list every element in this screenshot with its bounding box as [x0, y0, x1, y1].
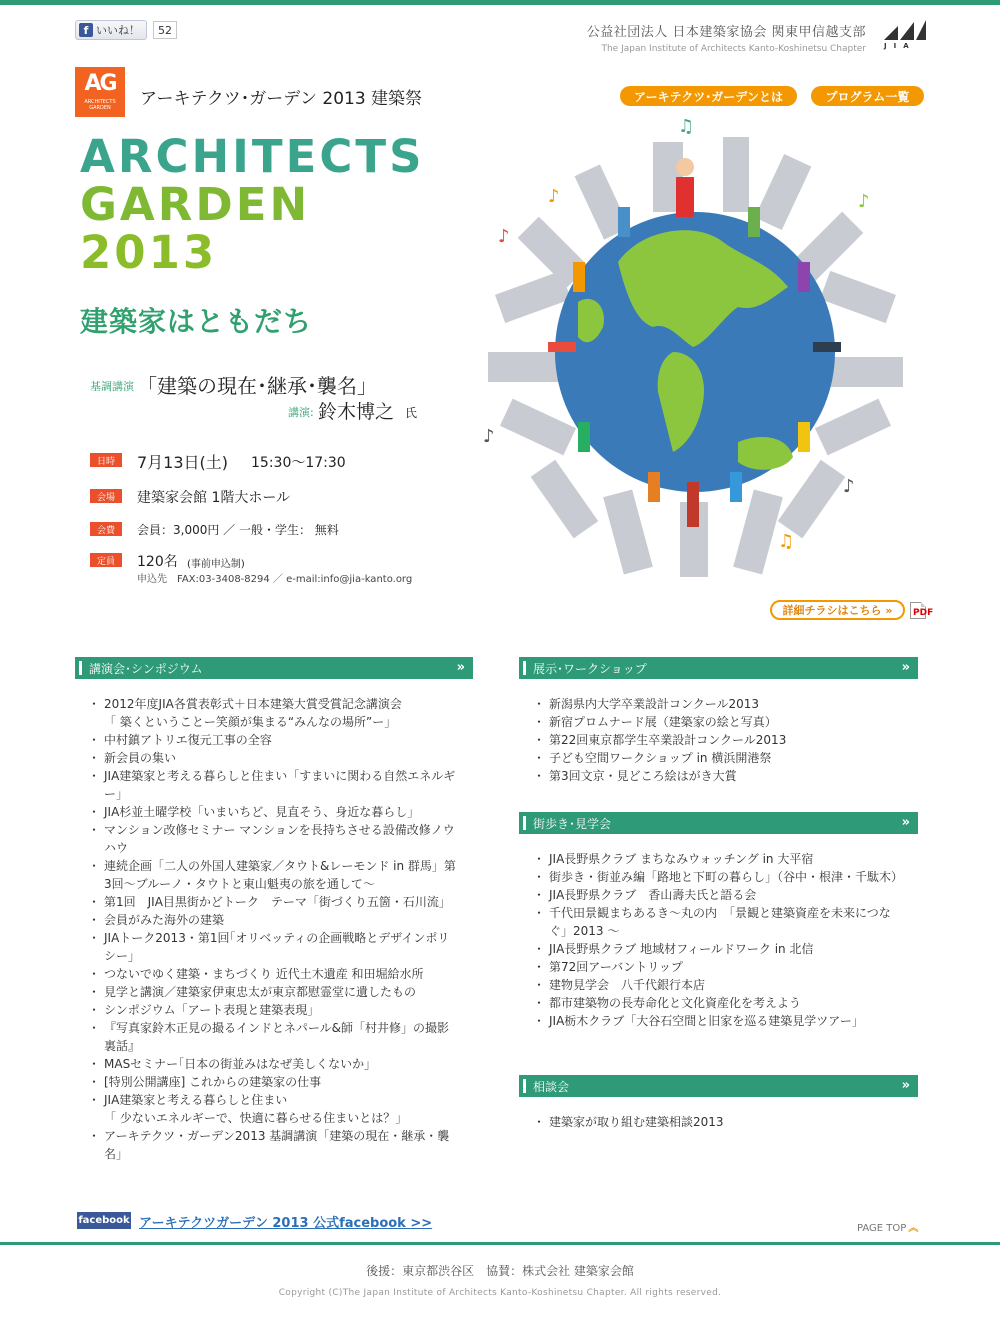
chevron-right-icon: »: [456, 660, 465, 675]
music-note-icon: ♪: [858, 191, 870, 212]
list-item[interactable]: ・ JIA長野県クラブ まちなみウォッチング in 大平宿: [535, 850, 905, 868]
section-title: 展示･ワークショップ: [533, 661, 647, 676]
date-label: 日時: [90, 453, 122, 467]
person: [618, 207, 630, 237]
building: [755, 154, 812, 230]
lectures-list: [90, 695, 460, 1163]
person: [548, 342, 576, 352]
person: [748, 207, 760, 237]
hero-line-2: GARDEN: [80, 178, 311, 231]
hero-line-3: 2013: [80, 226, 218, 279]
building: [733, 489, 783, 574]
hero-line-1: ARCHITECTS: [80, 130, 425, 183]
list-item[interactable]: ・ 『写真家鈴木正見の撮るインドとネパール&師「村井修」の撮影裏話』: [90, 1019, 460, 1055]
list-item[interactable]: ・ JIA長野県クラブ 香山壽夫氏と語る会: [535, 886, 905, 904]
building: [820, 271, 896, 323]
list-item[interactable]: ・ 見学と講演／建築家伊東忠太が東京都慰霊堂に遺したもの: [90, 983, 460, 1001]
list-item[interactable]: ・ マンション改修セミナー マンションを長持ちさせる設備改修ノウハウ: [90, 821, 460, 857]
list-item[interactable]: ・ つないでゆく建築・まちづくり 近代土木遺産 和田堀給水所: [90, 965, 460, 983]
facebook-like-count: 52: [153, 21, 177, 39]
person: [687, 482, 699, 527]
building: [531, 460, 599, 539]
application-info: 申込先 FAX:03-3408-8294 ／ e-mail:info@jia-kanto.org: [137, 574, 413, 585]
ag-logo-text: AG: [84, 71, 116, 96]
keynote-title: 「建築の現在･継承･襲名」: [137, 374, 377, 398]
org-name-block: [587, 21, 866, 54]
list-item[interactable]: ・ JIA杉並土曜学校「いまいちど、見直そう、身近な暮らし」: [90, 803, 460, 821]
jia-logo[interactable]: [884, 20, 926, 50]
capacity-label: 定員: [90, 553, 122, 567]
program-list-button[interactable]: プログラム一覧: [811, 86, 924, 106]
event-venue: 建築家会館 1階大ホール: [137, 490, 291, 506]
about-button[interactable]: アーキテクツ･ガーデンとは: [620, 86, 797, 106]
jia-logo-text: JIA: [884, 42, 916, 50]
section-title: 街歩き･見学会: [533, 816, 612, 831]
footer-sponsor: 後援：東京都渋谷区 協賛：株式会社 建築家会館: [366, 1264, 634, 1278]
jia-logo-mark: [884, 20, 926, 40]
list-item[interactable]: ・ 建物見学会 八千代銀行本店: [535, 976, 905, 994]
list-item[interactable]: ・ 子ども空間ワークショップ in 横浜開港祭: [535, 749, 905, 767]
event-fee: 会員：3,000円 ／ 一般・学生： 無料: [137, 523, 339, 537]
music-note-icon: ♪: [483, 426, 495, 447]
fee-label: 会費: [90, 522, 122, 536]
facebook-like-button[interactable]: [75, 20, 147, 40]
list-item[interactable]: ・ 建築家が取り組む建築相談2013: [535, 1113, 905, 1131]
person: [798, 262, 810, 292]
person-head: [676, 158, 694, 176]
person: [648, 472, 660, 502]
facebook-page-link[interactable]: アーキテクツガーデン 2013 公式facebook >>: [139, 1216, 433, 1231]
consult-list: [535, 1113, 905, 1131]
lecturer-suffix: 氏: [405, 406, 418, 420]
music-note-icon: ♫: [678, 116, 695, 137]
building: [603, 489, 653, 574]
top-accent-bar: [0, 0, 1000, 5]
chevron-right-icon: »: [901, 1078, 910, 1093]
person: [813, 342, 841, 352]
list-item[interactable]: ・ [特別公開講座] これからの建築家の仕事: [90, 1073, 460, 1091]
section-header-walks[interactable]: [519, 812, 918, 834]
facebook-like-label: いいね！: [96, 24, 140, 37]
chevron-right-icon: »: [901, 815, 910, 830]
building: [815, 399, 891, 456]
list-item[interactable]: ・ 第3回文京・見どころ絵はがき大賞: [535, 767, 905, 785]
list-item[interactable]: ・ 新宿プロムナード展（建築家の絵と写真）: [535, 713, 905, 731]
building: [488, 352, 563, 382]
list-item[interactable]: ・ 第1回 JIA目黒街かどトーク テーマ「街づくり五箇・石川流」: [90, 893, 460, 911]
list-item[interactable]: ・ 中村鎮アトリエ復元工事の全容: [90, 731, 460, 749]
chevron-up-icon: ︽: [908, 1223, 919, 1234]
music-note-icon: ♪: [843, 476, 855, 497]
list-item[interactable]: ・ 街歩き・街並み編「路地と下町の暮らし」（谷中・根津・千駄木）: [535, 868, 905, 886]
list-item[interactable]: ・ シンポジウム「アート表現と建築表現」: [90, 1001, 460, 1019]
lecturer-name: 鈴木博之: [318, 401, 395, 423]
music-note-icon: ♪: [498, 226, 510, 247]
page-top-label: PAGE TOP: [857, 1223, 907, 1234]
building: [495, 271, 571, 323]
list-item[interactable]: ・ JIA長野県クラブ 地域材フィールドワーク in 北信: [535, 940, 905, 958]
hero-title: [80, 130, 425, 279]
facebook-like-widget[interactable]: [75, 20, 177, 40]
exhibitions-list: [535, 695, 905, 785]
list-item[interactable]: ・ 会員がみた海外の建築: [90, 911, 460, 929]
ag-logo: [75, 67, 125, 117]
walks-list: [535, 850, 905, 1030]
building: [778, 460, 846, 539]
list-item[interactable]: ・ MASセミナー｢日本の街並みはなぜ美しくないか｣: [90, 1055, 460, 1073]
footer-copyright: Copyright (C)The Japan Institute of Architects Kanto-Koshinetsu Chapter. All rights reserved.: [278, 1288, 722, 1298]
list-item[interactable]: ・ 千代田景観まちあるき〜丸の内 「景観と建築資産を未来につなぐ」2013 〜: [535, 904, 905, 940]
section-title: 相談会: [533, 1079, 570, 1094]
capacity-note: (事前申込制): [187, 559, 245, 570]
building: [828, 357, 903, 387]
lecturer-label: 講演:: [288, 406, 314, 419]
facebook-badge[interactable]: facebook: [77, 1212, 131, 1229]
person: [578, 422, 590, 452]
list-item[interactable]: ・ JIA栃木クラブ「大谷石空間と旧家を巡る建築見学ツアー」: [535, 1012, 905, 1030]
section-header-lectures[interactable]: [75, 657, 473, 679]
org-name-jp: 公益社団法人 日本建築家協会 関東甲信越支部: [586, 25, 866, 40]
org-name-en: The Japan Institute of Architects Kanto-Koshinetsu Chapter: [601, 44, 866, 54]
list-item[interactable]: ・ 連続企画「二人の外国人建築家／タウト&レーモンド in 群馬」第3回〜ブルーノ・タウトと東山魁夷の旅を通して〜: [90, 857, 460, 893]
music-note-icon: ♪: [548, 186, 560, 207]
list-item[interactable]: ・ 新会員の集い: [90, 749, 460, 767]
list-item[interactable]: ・ アーキテクツ・ガーデン2013 基調講演「建築の現在・継承・襲名」: [90, 1127, 460, 1163]
person: [730, 472, 742, 502]
list-item[interactable]: ・ 新潟県内大学卒業設計コンクール2013: [535, 695, 905, 713]
list-item[interactable]: ・ 2012年度JIA各賞表彰式＋日本建築大賞受賞記念講演会 「 築くということー笑顔が集まる“みんなの場所”ー」: [90, 695, 460, 731]
list-item[interactable]: ・ 都市建築物の長寿命化と文化資産化を考えよう: [535, 994, 905, 1012]
event-date: 7月13日(土): [137, 453, 229, 472]
list-item[interactable]: ・ JIA建築家と考える暮らしと住まい「すまいに関わる自然エネルギー」: [90, 767, 460, 803]
flyer-button[interactable]: 詳細チラシはこちら »: [770, 600, 905, 620]
footer-divider: [0, 1242, 1000, 1245]
chevron-right-icon: »: [901, 660, 910, 675]
list-item[interactable]: ・ 第72回アーバントリップ: [535, 958, 905, 976]
section-header-consult[interactable]: [519, 1075, 918, 1097]
building: [500, 399, 576, 456]
globe-illustration: [468, 112, 918, 582]
section-title: 講演会･シンポジウム: [89, 661, 203, 676]
list-item[interactable]: ・ JIAトーク2013・第1回｢オリベッティの企画戦略とデザインポリシー｣: [90, 929, 460, 965]
venue-label: 会場: [90, 489, 122, 503]
ag-logo-sub: ARCHITECTS GARDEN: [84, 99, 116, 111]
list-item[interactable]: ・ 第22回東京都学生卒業設計コンクール2013: [535, 731, 905, 749]
building: [723, 137, 749, 212]
page-top-link[interactable]: [857, 1219, 918, 1234]
person: [573, 262, 585, 292]
person: [798, 422, 810, 452]
event-title: アーキテクツ･ガーデン 2013 建築祭: [140, 89, 423, 109]
event-capacity: 120名: [137, 554, 178, 570]
facebook-icon: f: [79, 23, 93, 37]
hero-tagline: 建築家はともだち: [80, 305, 313, 338]
keynote-label: 基調講演: [90, 380, 134, 393]
pdf-icon[interactable]: PDF: [910, 602, 926, 619]
list-item[interactable]: ・ JIA建築家と考える暮らしと住まい 「 少ないエネルギーで、快適に暮らせる住まいとは？」: [90, 1091, 460, 1127]
person: [676, 177, 694, 217]
section-header-exhibitions[interactable]: [519, 657, 918, 679]
music-note-icon: ♫: [778, 531, 795, 552]
event-time: 15:30～17:30: [251, 455, 346, 471]
